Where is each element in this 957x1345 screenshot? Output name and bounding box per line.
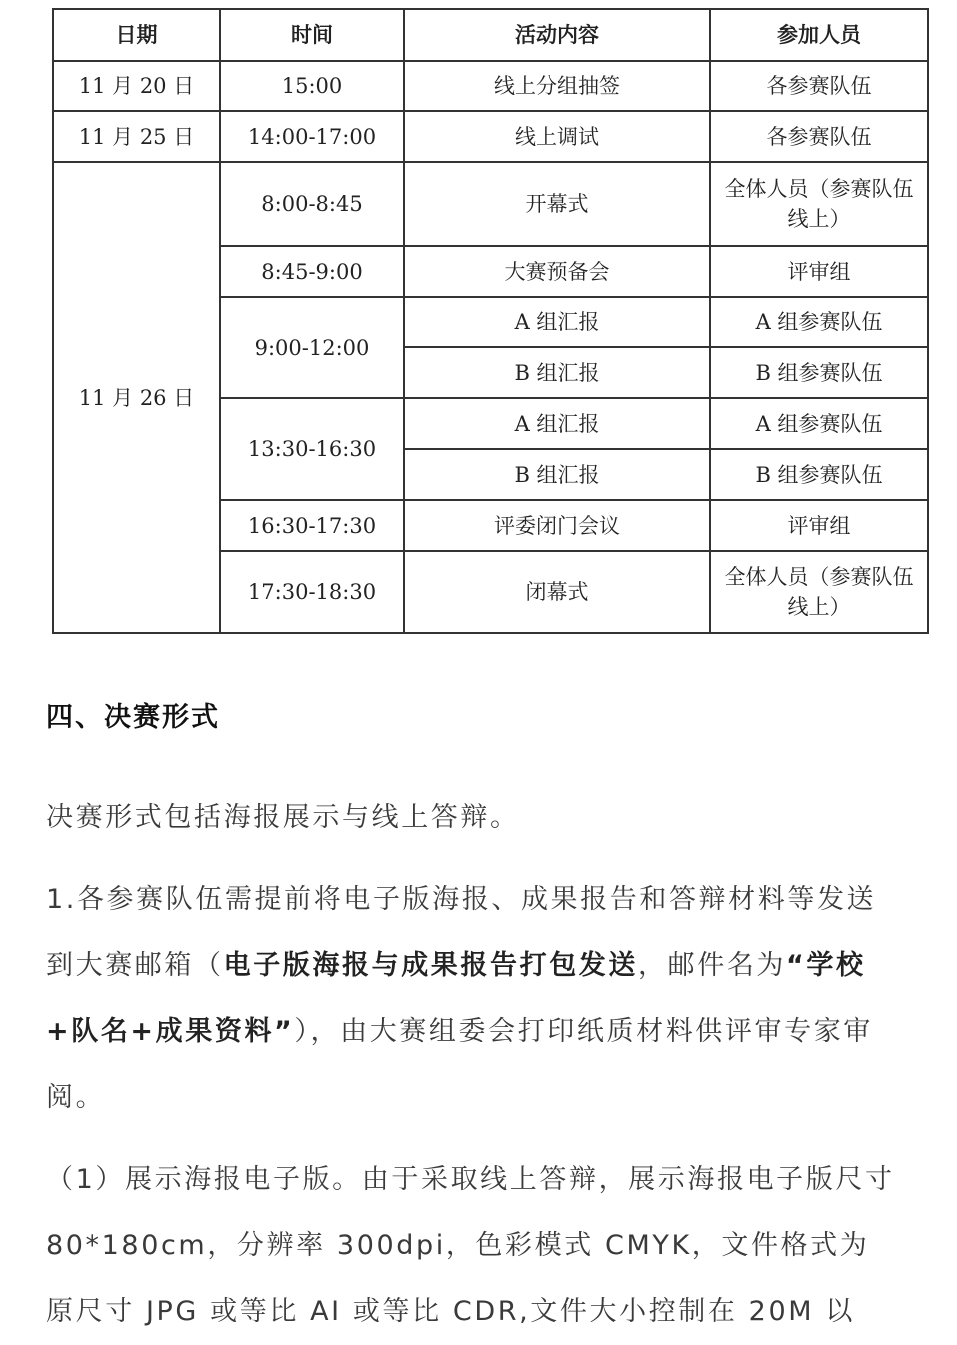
item1-text: ），由大赛组委会打印纸质材料供评审专家审阅。 bbox=[46, 1016, 873, 1113]
cell-date: 11 月 20 日 bbox=[53, 61, 220, 111]
header-time: 时间 bbox=[220, 9, 404, 61]
participants-line: 线上） bbox=[787, 595, 851, 619]
header-date: 日期 bbox=[53, 9, 220, 61]
section-title: 四、决赛形式 bbox=[46, 702, 220, 733]
table-row bbox=[53, 162, 928, 246]
cell-activity: 线上分组抽签 bbox=[404, 61, 710, 111]
cell-time: 13:30-16:30 bbox=[220, 398, 404, 500]
participants-line: 全体人员（参赛队伍 bbox=[724, 565, 914, 589]
cell-date: 11 月 25 日 bbox=[53, 111, 220, 162]
schedule-table bbox=[52, 8, 929, 634]
cell-activity: 线上调试 bbox=[404, 111, 710, 162]
cell-participants bbox=[710, 162, 928, 246]
cell-participants: A 组参赛队伍 bbox=[710, 297, 928, 347]
cell-participants: 各参赛队伍 bbox=[710, 111, 928, 162]
item1-paragraph bbox=[46, 867, 896, 1131]
cell-participants bbox=[710, 551, 928, 633]
cell-time: 17:30-18:30 bbox=[220, 551, 404, 633]
cell-activity: A 组汇报 bbox=[404, 297, 710, 347]
cell-time: 16:30-17:30 bbox=[220, 500, 404, 551]
intro-paragraph: 决赛形式包括海报展示与线上答辩。 bbox=[46, 802, 520, 833]
header-activity: 活动内容 bbox=[404, 9, 710, 61]
item1-text: ，邮件名为 bbox=[638, 950, 787, 981]
cell-time: 14:00-17:00 bbox=[220, 111, 404, 162]
table-row bbox=[53, 61, 928, 111]
participants-line: 全体人员（参赛队伍 bbox=[724, 177, 914, 201]
item1-bold-text: 电子版海报与成果报告打包发送 bbox=[223, 950, 639, 981]
item2-paragraph: （1）展示海报电子版。由于采取线上答辩，展示海报电子版尺寸 80*180cm，分辨率 300dpi，色彩模式 CMYK，文件格式为原尺寸 JPG 或等比 AI 或等比 CDR,文件大小控制在 20M 以 bbox=[46, 1164, 895, 1327]
cell-participants: B 组参赛队伍 bbox=[710, 347, 928, 398]
header-participants: 参加人员 bbox=[710, 9, 928, 61]
table-row bbox=[53, 111, 928, 162]
cell-participants: A 组参赛队伍 bbox=[710, 398, 928, 449]
cell-time: 15:00 bbox=[220, 61, 404, 111]
cell-participants: B 组参赛队伍 bbox=[710, 449, 928, 500]
item1-bold-text: “学校+队名+成果资料” bbox=[46, 950, 866, 1047]
cell-participants: 评审组 bbox=[710, 500, 928, 551]
cell-activity: B 组汇报 bbox=[404, 449, 710, 500]
cell-time: 8:45-9:00 bbox=[220, 246, 404, 297]
cell-activity: 大赛预备会 bbox=[404, 246, 710, 297]
item1-text: 1.各参赛队伍需提前将电子版海报、成果报告和答辩材料等发送到大赛邮箱（ bbox=[46, 884, 877, 981]
cell-activity: 评委闭门会议 bbox=[404, 500, 710, 551]
table-header-row bbox=[53, 9, 928, 61]
cell-time: 9:00-12:00 bbox=[220, 297, 404, 398]
participants-line: 线上） bbox=[787, 207, 851, 231]
cell-activity: A 组汇报 bbox=[404, 398, 710, 449]
cell-activity: 开幕式 bbox=[404, 162, 710, 246]
cell-date: 11 月 26 日 bbox=[53, 162, 220, 633]
cell-activity: 闭幕式 bbox=[404, 551, 710, 633]
cell-activity: B 组汇报 bbox=[404, 347, 710, 398]
cell-participants: 评审组 bbox=[710, 246, 928, 297]
cell-time: 8:00-8:45 bbox=[220, 162, 404, 246]
cell-participants: 各参赛队伍 bbox=[710, 61, 928, 111]
